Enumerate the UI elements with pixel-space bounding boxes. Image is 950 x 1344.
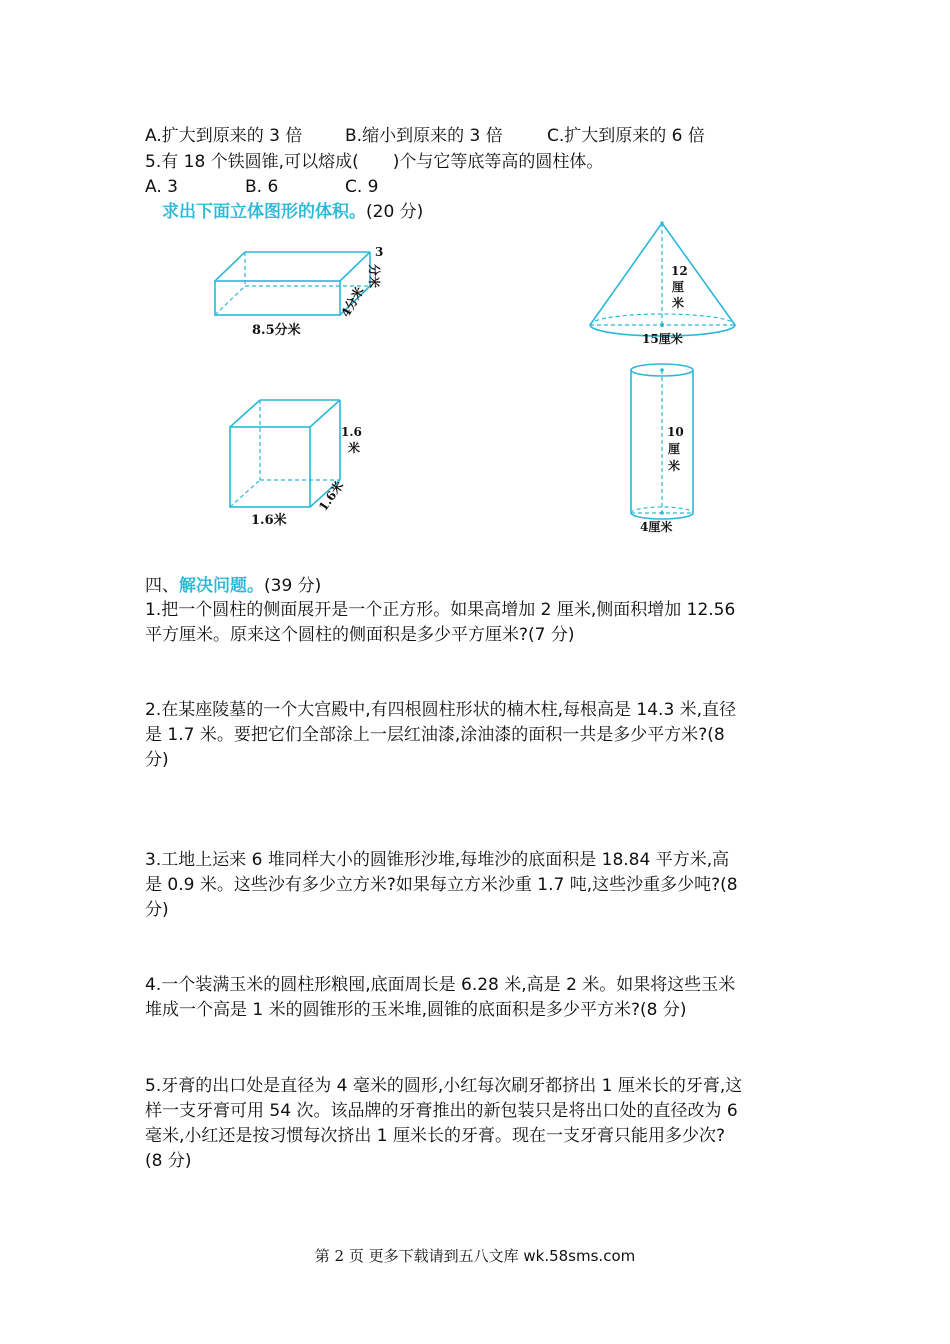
q5-option-b: B. 6 xyxy=(245,177,279,197)
problem-4-line-1: 4.一个装满玉米的圆柱形粮囤,底面周长是 6.28 米,高是 2 米。如果将这些玉米 xyxy=(145,975,736,995)
problem-3-line-2: 是 0.9 米。这些沙有多少立方米?如果每立方米沙重 1.7 吨,这些沙重多少吨?(8 xyxy=(145,875,738,895)
cylinder-height-num: 10 xyxy=(667,425,684,439)
cone-height-unit1: 厘 xyxy=(672,280,685,294)
cuboid-figure xyxy=(200,240,400,340)
problem-2-line-1: 2.在某座陵墓的一个大宫殿中,有四根圆柱形状的楠木柱,每根高是 14.3 米,直径 xyxy=(145,700,737,720)
q5-text: 5.有 18 个铁圆锥,可以熔成( )个与它等底等高的圆柱体。 xyxy=(145,152,604,172)
cylinder-figure xyxy=(620,355,710,540)
cube-height-unit: 米 xyxy=(348,441,361,455)
cuboid-length-label: 8.5分米 xyxy=(252,323,301,338)
cuboid-height-unit: 分米 xyxy=(367,264,381,289)
cube-height-num: 1.6 xyxy=(341,425,362,439)
cone-figure xyxy=(580,215,750,350)
footer-site-link[interactable]: wk.58sms.com xyxy=(523,1247,636,1265)
problem-5-line-1: 5.牙膏的出口处是直径为 4 毫米的圆形,小红每次刷牙都挤出 1 厘米长的牙膏,这 xyxy=(145,1076,743,1096)
q5-option-a: A. 3 xyxy=(145,177,178,197)
footer-text: 第 2 页 更多下载请到五八文库 xyxy=(314,1247,524,1265)
q4-option-a: A.扩大到原来的 3 倍 xyxy=(145,126,303,146)
problem-3-line-1: 3.工地上运来 6 堆同样大小的圆锥形沙堆,每堆沙的底面积是 18.84 平方米,高 xyxy=(145,850,730,870)
section3-heading xyxy=(162,200,423,224)
q4-option-b: B.缩小到原来的 3 倍 xyxy=(345,126,503,146)
cylinder-height-unit2: 米 xyxy=(668,459,681,473)
cylinder-diameter-label: 4厘米 xyxy=(640,520,673,534)
q5-option-c: C. 9 xyxy=(345,177,379,197)
section4-prefix: 四、 xyxy=(145,576,179,596)
cube-bottom-label: 1.6米 xyxy=(251,513,287,528)
section3-score: (20 分) xyxy=(366,202,424,222)
cuboid-height-num: 3 xyxy=(375,245,384,259)
problem-5-line-4: (8 分) xyxy=(145,1151,192,1171)
cube-depth-label: 1.6米 xyxy=(315,478,347,514)
page-footer xyxy=(0,1245,950,1266)
section4-heading xyxy=(145,574,321,598)
cone-height-num: 12 xyxy=(671,264,688,278)
cylinder-height-unit1: 厘 xyxy=(668,442,681,456)
q4-option-c: C.扩大到原来的 6 倍 xyxy=(547,126,705,146)
section4-score: (39 分) xyxy=(264,576,322,596)
problem-5-line-2: 样一支牙膏可用 54 次。该品牌的牙膏推出的新包装只是将出口处的直径改为 6 xyxy=(145,1101,738,1121)
problem-3-line-3: 分) xyxy=(145,900,169,920)
problem-1-line-2: 平方厘米。原来这个圆柱的侧面积是多少平方厘米?(7 分) xyxy=(145,625,575,645)
cone-diameter-label: 15厘米 xyxy=(642,332,683,346)
problem-2-line-2: 是 1.7 米。要把它们全部涂上一层红油漆,涂油漆的面积一共是多少平方米?(8 xyxy=(145,725,725,745)
section4-title: 解决问题。 xyxy=(179,576,264,596)
cuboid-width-label: 4分米 xyxy=(338,284,367,320)
problem-1-line-1: 1.把一个圆柱的侧面展开是一个正方形。如果高增加 2 厘米,侧面积增加 12.56 xyxy=(145,600,736,620)
cone-height-unit2: 米 xyxy=(672,296,685,310)
problem-2-line-3: 分) xyxy=(145,750,169,770)
problem-5-line-3: 毫米,小红还是按习惯每次挤出 1 厘米长的牙膏。现在一支牙膏只能用多少次? xyxy=(145,1126,726,1146)
section3-title: 求出下面立体图形的体积。 xyxy=(162,202,366,222)
problem-4-line-2: 堆成一个高是 1 米的圆锥形的玉米堆,圆锥的底面积是多少平方米?(8 分) xyxy=(145,1000,687,1020)
cube-figure xyxy=(215,392,385,532)
